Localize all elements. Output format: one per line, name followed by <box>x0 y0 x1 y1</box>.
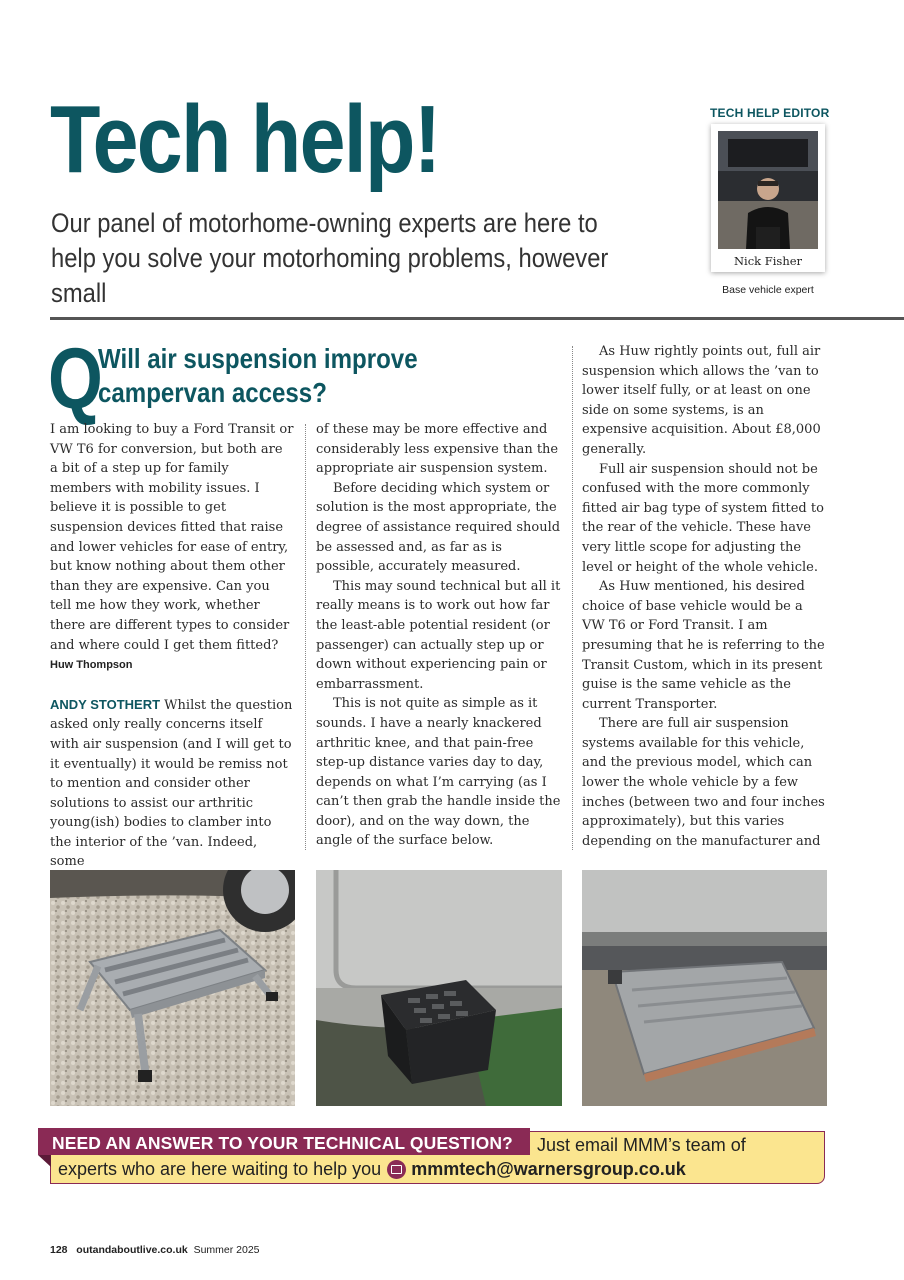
editor-name: Nick Fisher <box>733 254 803 268</box>
answer-p1-part1: Whilst the question asked only really concerns itself with air suspension (and I will get to it eventually) it would be remiss not to mention and consider other solutions to assist our arthritic young(ish) bodies to clamber into the interior of the ’van. Indeed, some <box>50 697 293 870</box>
answer-p2: Before deciding which system or solution is the most appropriate, the degree of assistance required should be assessed and, as far as is possible, accurately measured. <box>316 480 561 575</box>
footer-issue: Summer 2025 <box>193 1244 260 1256</box>
email-icon <box>387 1160 406 1179</box>
page-title: Tech help! <box>50 86 440 193</box>
header-divider <box>50 317 904 320</box>
question-heading: Will air suspension improve campervan access? <box>98 343 418 408</box>
column-3 <box>582 342 826 851</box>
answer-p8: There are full air suspension systems available for this vehicle, and the previous model, which can lower the whole vehicle by a few inches (between two and four inches approximately), but this varies depending on the manufacturer and <box>582 716 825 849</box>
editor-label: TECH HELP EDITOR <box>710 106 830 120</box>
column-divider-1 <box>305 424 306 850</box>
banner-text-line1: Just email MMM’s team of <box>537 1135 746 1155</box>
expert-name: ANDY STOTHERT <box>50 696 161 712</box>
answer-p7: As Huw mentioned, his desired choice of base vehicle would be a VW T6 or Ford Transit. I am presuming that he is referring to the Transit Custom, which in its present guise is the same vehicle as the current Transporter. <box>582 579 825 712</box>
column-divider-2 <box>572 346 573 850</box>
banner-email-link[interactable]: mmmtech@warnersgroup.co.uk <box>411 1159 686 1179</box>
banner-text-experts: experts who are here waiting to help you <box>58 1159 382 1179</box>
photo-aluminium-step <box>50 870 295 1106</box>
page-footer <box>50 1244 260 1256</box>
answer-p5: As Huw rightly points out, full air suspension which allows the ’van to lower itself fully, or at least on one side on some systems, is an expensive acquisition. About £8,000 generally. <box>582 344 821 457</box>
question-signoff: Huw Thompson <box>50 659 133 672</box>
banner-headline: NEED AN ANSWER TO YOUR TECHNICAL QUESTION? <box>52 1133 513 1153</box>
editor-role: Base vehicle expert <box>722 284 814 296</box>
question-letter: Q <box>48 331 103 427</box>
column-2 <box>316 420 562 851</box>
column-1 <box>50 420 294 872</box>
footer-site: outandaboutlive.co.uk <box>76 1244 188 1256</box>
banner-text-line2 <box>58 1158 686 1180</box>
question-body: I am looking to buy a Ford Transit or VW T6 for conversion, but both are a bit of a step up for family members with mobility issues. I believe it is possible to get suspension devices fitted that raise and lower vehicles for ease of entry, but know nothing about them other than they are expensive. Can you tell me how they work, whether there are different types to consider and where could I get them fitted? <box>50 422 294 653</box>
photo-electric-step <box>582 870 827 1106</box>
editor-card <box>711 124 825 272</box>
answer-p6: Full air suspension should not be confused with the more commonly fitted air bag type of system fitted to the rear of the vehicle. These have very little scope for adjusting the level or height of the whole vehicle. <box>582 461 824 575</box>
answer-p1-part2: of these may be more effective and considerably less expensive than the appropriate air suspension system. <box>316 422 559 477</box>
banner-tab-fold <box>38 1155 51 1167</box>
editor-photo <box>718 131 818 249</box>
page-subtitle: Our panel of motorhome-owning experts are here to help you solve your motorhoming problems, however small <box>51 208 609 308</box>
photo-plastic-step <box>316 870 562 1106</box>
answer-intro <box>50 695 294 872</box>
page-number: 128 <box>50 1244 68 1256</box>
answer-p4: This is not quite as simple as it sounds. I have a nearly knackered arthritic knee, and that pain-free step-up distance varies day to day, depends on what I’m carrying (as I can’t then grab the handle inside the door), and on the way down, the angle of the surface below. <box>316 696 561 849</box>
answer-p3: This may sound technical but all it really means is to work out how far the least-able potential resident (or passenger) can actually step up or down without experiencing pain or embarrassment. <box>316 578 561 692</box>
